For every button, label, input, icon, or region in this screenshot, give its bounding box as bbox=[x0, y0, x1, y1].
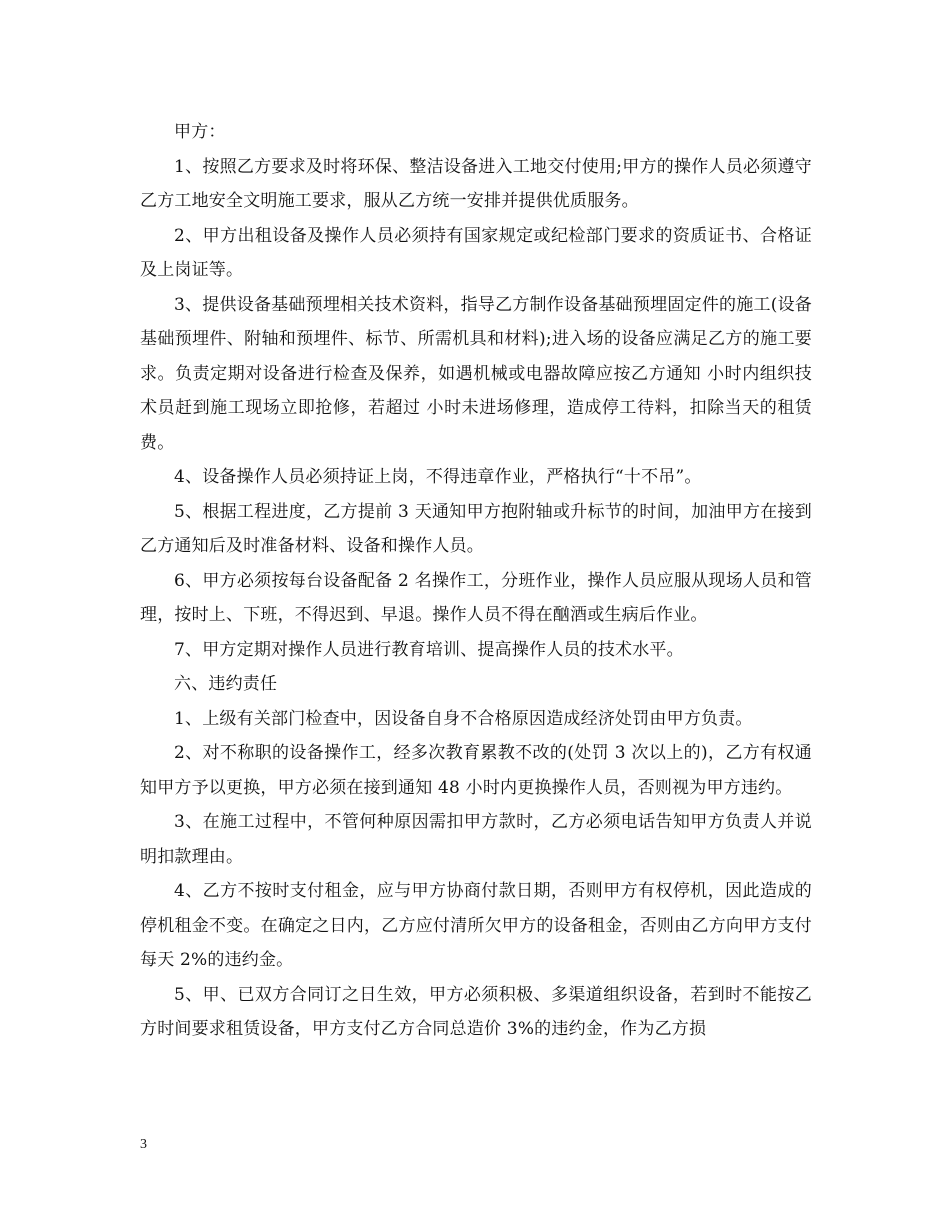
paragraph-item-1: 1、按照乙方要求及时将环保、整洁设备进入工地交付使用;甲方的操作人员必须遵守乙方工地安全文明施工要求，服从乙方统一安排并提供优质服务。 bbox=[140, 156, 812, 211]
paragraph-item-6: 6、甲方必须按每台设备配备 2 名操作工，分班作业，操作人员应服从现场人员和管理，按时上、下班，不得迟到、早退。操作人员不得在酗酒或生病后作业。 bbox=[140, 570, 812, 625]
paragraph-liability-2: 2、对不称职的设备操作工，经多次教育累教不改的(处罚 3 次以上的)，乙方有权通知甲方予以更换，甲方必须在接到通知 48 小时内更换操作人员，否则视为甲方违约。 bbox=[140, 743, 812, 798]
paragraph-item-2: 2、甲方出租设备及操作人员必须持有国家规定或纪检部门要求的资质证书、合格证及上岗证等。 bbox=[140, 225, 812, 280]
section-heading-liability: 六、违约责任 bbox=[174, 674, 278, 694]
paragraph-item-3: 3、提供设备基础预埋相关技术资料，指导乙方制作设备基础预埋固定件的施工(设备基础预埋件、附轴和预埋件、标节、所需机具和材料);进入场的设备应满足乙方的施工要求。负责定期对设备进行检查及保养，如遇机械或电器故障应按乙方通知 小时内组织技术员赶到施工现场立即抢修，若超过 小时未进场修理，造成停工待料，扣除当天的租赁费。 bbox=[140, 294, 812, 453]
paragraph-liability-3: 3、在施工过程中，不管何种原因需扣甲方款时，乙方必须电话告知甲方负责人并说明扣款理由。 bbox=[140, 812, 812, 867]
paragraph-liability-5: 5、甲、已双方合同订之日生效，甲方必须积极、多渠道组织设备，若到时不能按乙方时间要求租赁设备，甲方支付乙方合同总造价 3%的违约金，作为乙方损 bbox=[140, 984, 812, 1039]
paragraph-item-4: 4、设备操作人员必须持证上岗，不得违章作业，严格执行“十不吊”。 bbox=[174, 467, 702, 487]
paragraph-item-5: 5、根据工程进度，乙方提前 3 天通知甲方抱附轴或升标节的时间，加油甲方在接到乙方通知后及时准备材料、设备和操作人员。 bbox=[140, 501, 812, 556]
paragraph-party-a-heading: 甲方： bbox=[174, 122, 226, 142]
page-number: 3 bbox=[140, 1137, 147, 1152]
document-body bbox=[140, 115, 812, 1047]
paragraph-liability-4: 4、乙方不按时支付租金，应与甲方协商付款日期，否则甲方有权停机，因此造成的停机租金不变。在确定之日内，乙方应付清所欠甲方的设备租金，否则由乙方向甲方支付每天 2%的违约金。 bbox=[140, 881, 812, 970]
paragraph-item-7: 7、甲方定期对操作人员进行教育培训、提高操作人员的技术水平。 bbox=[174, 639, 684, 660]
paragraph-liability-1: 1、上级有关部门检查中，因设备自身不合格原因造成经济处罚由甲方负责。 bbox=[174, 708, 753, 729]
